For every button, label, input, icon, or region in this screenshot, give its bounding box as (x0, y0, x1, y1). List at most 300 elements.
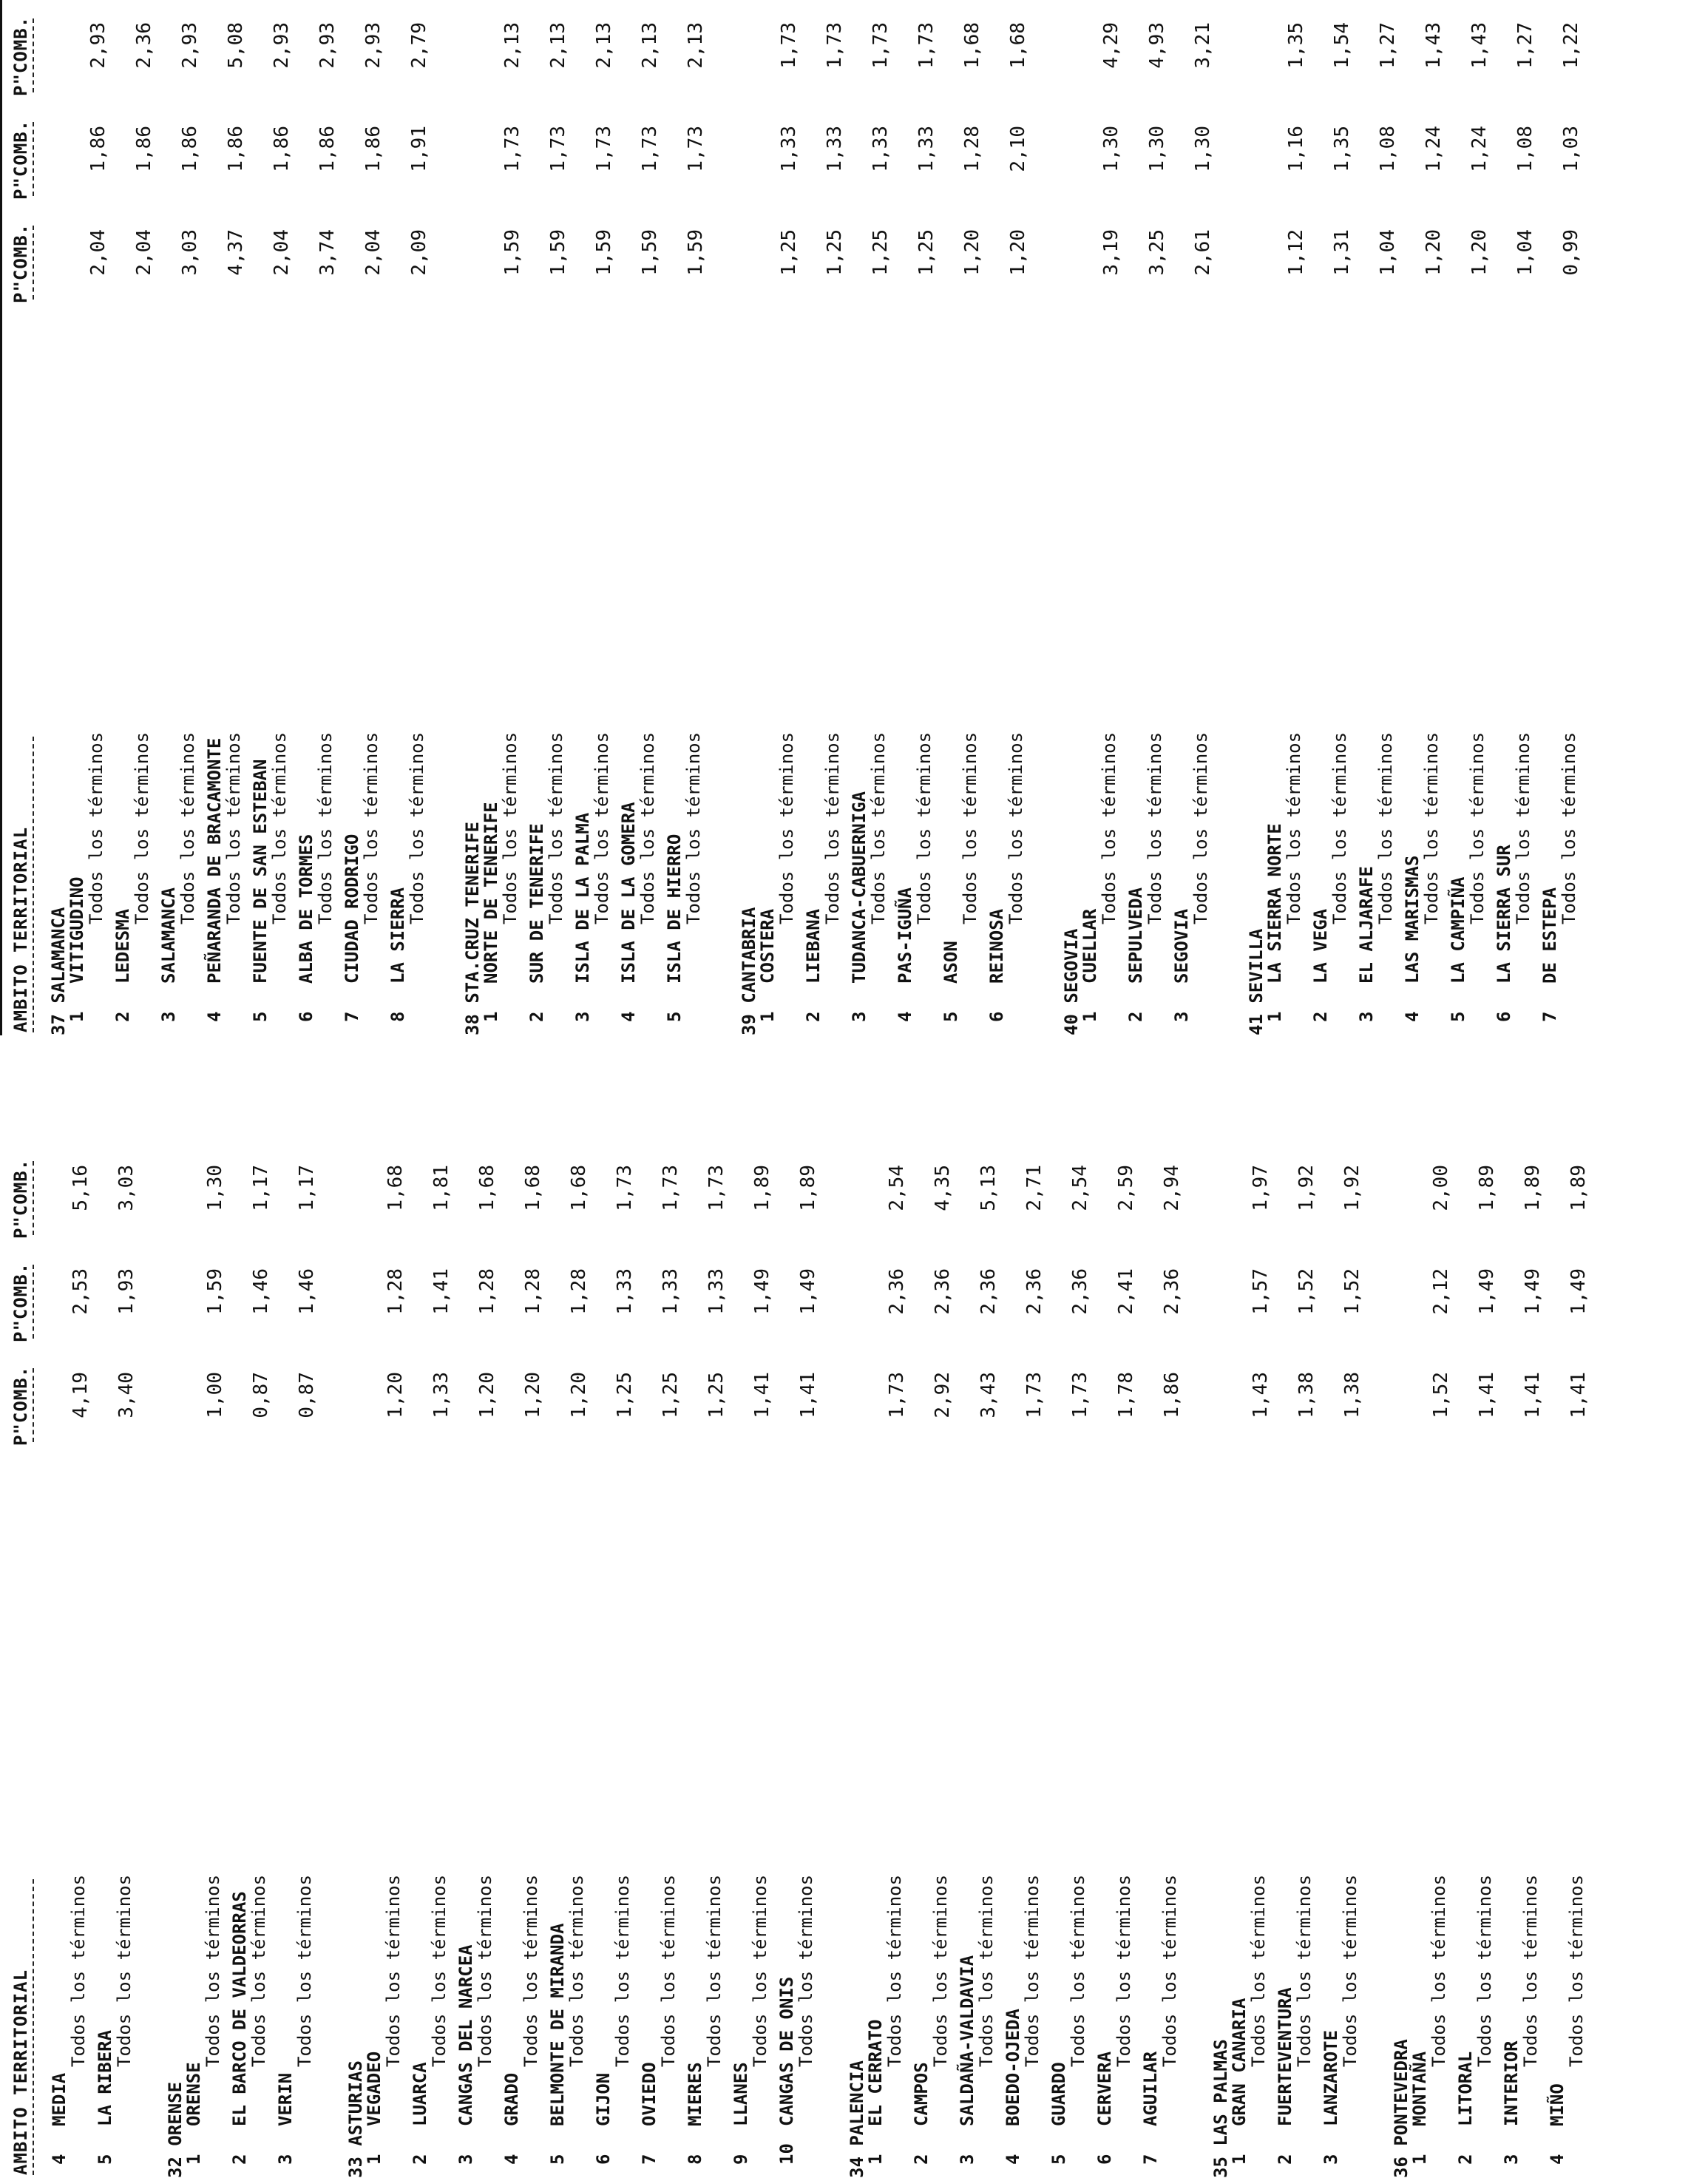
comarca-name: FUERTEVENTURA (1275, 1987, 1295, 2126)
comarca-number: 3 (275, 2154, 296, 2165)
comarca-name: EL ALJARAFE (1356, 866, 1377, 984)
comarca-name: MIERES (685, 2062, 705, 2126)
comarca-name: VEGADEO (364, 2051, 384, 2126)
comarca-name: PAS-IGUÑA (895, 887, 915, 984)
p-comb-value: 1,41 (1568, 1372, 1590, 1418)
table-row (526, 0, 568, 1035)
p-comb-value: 1,33 (870, 126, 892, 172)
p-comb-value: 1,73 (870, 22, 892, 69)
region-heading: 35 LAS PALMAS (1210, 2039, 1231, 2178)
p-comb-value: 1,04 (1514, 229, 1536, 276)
comarca-name: COSTERA (757, 908, 778, 984)
region-heading: 37 SALAMANCA (48, 907, 69, 1035)
p-comb-value: 1,49 (797, 1268, 819, 1315)
comarca-name: SALAMANCA (158, 887, 179, 984)
p-comb-value: 1,92 (1341, 1165, 1363, 1211)
p-comb-value: 1,03 (1560, 126, 1582, 172)
header-ambito: AMBITO TERRITORIAL (10, 1969, 31, 2175)
comarca-number: 1 (1409, 2154, 1430, 2165)
p-comb-value: 1,89 (751, 1165, 773, 1211)
comarca-number: 4 (618, 1011, 639, 1022)
p-comb-value: 1,20 (1007, 229, 1029, 276)
p-comb-value: 0,87 (250, 1372, 272, 1418)
p-comb-value: 2,10 (1007, 126, 1029, 172)
comarca-number: 5 (95, 2154, 115, 2165)
p-comb-value: 1,59 (593, 229, 615, 276)
p-comb-value: 1,17 (250, 1165, 272, 1211)
terms-label: Todos los términos (521, 1874, 541, 2067)
comarca-number: 3 (1501, 2154, 1522, 2165)
p-comb-value: 2,36 (1161, 1268, 1183, 1315)
p-comb-value: 1,73 (1069, 1372, 1091, 1418)
left-panel (0, 1143, 1708, 2178)
p-comb-value: 1,54 (1331, 22, 1353, 69)
table-row (986, 0, 1028, 1035)
p-comb-value: 1,25 (778, 229, 800, 276)
comarca-name: CERVERA (1094, 2051, 1115, 2126)
p-comb-value: 1,30 (1100, 126, 1122, 172)
p-comb-value: 1,59 (501, 229, 523, 276)
p-comb-value: 4,19 (70, 1372, 92, 1418)
p-comb-value: 1,46 (250, 1268, 272, 1315)
comarca-number: 1 (481, 1011, 501, 1022)
comarca-number: 1 (1080, 1011, 1100, 1022)
p-comb-value: 1,25 (660, 1372, 682, 1418)
p-comb-value: 1,73 (593, 126, 615, 172)
table-row (803, 0, 844, 1035)
p-comb-value: 3,19 (1100, 229, 1122, 276)
terms-label: Todos los términos (750, 1874, 770, 2067)
p-comb-value: 1,86 (271, 126, 293, 172)
p-comb-value: 1,08 (1377, 126, 1399, 172)
p-comb-value: 1,27 (1514, 22, 1536, 69)
comarca-name: EL BARCO DE VALDEORRAS (229, 1891, 250, 2126)
p-comb-value: 1,20 (1468, 229, 1491, 276)
header-divider (33, 1879, 34, 2175)
p-comb-value: 1,86 (316, 126, 339, 172)
comarca-number: 3 (455, 2154, 476, 2165)
comarca-number: 1 (67, 1011, 87, 1022)
terms-label: Todos los términos (361, 731, 382, 924)
terms-label: Todos los términos (407, 731, 427, 924)
p-comb-value: 1,52 (1295, 1268, 1318, 1315)
table-row (1080, 0, 1121, 1035)
p-comb-value: 1,25 (614, 1372, 636, 1418)
table-row (618, 0, 660, 1035)
p-comb-value: 5,13 (977, 1165, 1000, 1211)
comarca-name: BOEDO-OJEDA (1003, 2009, 1023, 2126)
p-comb-value: 1,41 (797, 1372, 819, 1418)
comarca-name: CAMPOS (911, 2062, 932, 2126)
p-comb-value: 2,13 (501, 22, 523, 69)
table-row (387, 0, 429, 1035)
terms-label: Todos los términos (1513, 731, 1534, 924)
comarca-name: LLANES (731, 2062, 751, 2126)
table-row (481, 0, 522, 1035)
p-comb-value: 2,93 (179, 22, 201, 69)
comarca-number: 2 (1310, 1011, 1331, 1022)
p-comb-value: 1,68 (476, 1165, 498, 1211)
terms-label: Todos los términos (429, 1874, 450, 2067)
p-comb-value: 1,46 (296, 1268, 318, 1315)
terms-label: Todos los términos (658, 1874, 679, 2067)
table-row (183, 1143, 225, 2178)
terms-label: Todos los términos (612, 1874, 633, 2067)
header-divider (33, 1265, 34, 1339)
table-row (250, 0, 291, 1035)
comarca-number: 1 (1229, 2154, 1250, 2165)
table-row (895, 0, 936, 1035)
terms-label: Todos los términos (546, 731, 566, 924)
region-heading: 40 SEGOVIA (1061, 928, 1082, 1035)
comarca-name: BELMONTE DE MIRANDA (547, 1923, 568, 2126)
comarca-number: 3 (572, 1011, 593, 1022)
table-row (342, 0, 383, 1035)
terms-label: Todos los términos (1022, 1874, 1043, 2067)
comarca-number: 7 (1140, 2154, 1161, 2165)
p-comb-value: 1,68 (961, 22, 983, 69)
comarca-number: 5 (1448, 1011, 1468, 1022)
p-comb-value: 2,09 (408, 229, 430, 276)
terms-label: Todos los términos (704, 1874, 725, 2067)
comarca-name: LA CAMPIÑA (1448, 876, 1468, 984)
table-row (1402, 0, 1443, 1035)
header-p1: P"COMB. (10, 223, 31, 303)
p-comb-value: 1,28 (522, 1268, 544, 1315)
p-comb-value: 3,03 (179, 229, 201, 276)
p-comb-value: 1,73 (1023, 1372, 1046, 1418)
comarca-name: SEPULVEDA (1125, 887, 1146, 984)
table-row (1264, 0, 1306, 1035)
table-row (731, 1143, 772, 2178)
p-comb-value: 2,36 (1069, 1268, 1091, 1315)
table-row (941, 0, 982, 1035)
p-comb-value: 1,92 (1295, 1165, 1318, 1211)
table-row (1455, 1143, 1497, 2178)
p-comb-value: 1,73 (660, 1165, 682, 1211)
comarca-number: 6 (1094, 2154, 1115, 2165)
p-comb-value: 1,35 (1285, 22, 1307, 69)
p-comb-value: 1,86 (179, 126, 201, 172)
comarca-number: 3 (849, 1011, 870, 1022)
terms-label: Todos los términos (68, 1874, 89, 2067)
p-comb-value: 1,86 (133, 126, 155, 172)
p-comb-value: 2,36 (977, 1268, 1000, 1315)
comarca-name: LITORAL (1455, 2051, 1476, 2126)
p-comb-value: 3,25 (1146, 229, 1168, 276)
p-comb-value: 4,93 (1146, 22, 1168, 69)
comarca-name: SALDAÑA-VALDAVIA (957, 1955, 977, 2126)
comarca-name: ISLA DE LA PALMA (572, 812, 593, 984)
header-p2: P"COMB. (10, 1262, 31, 1342)
comarca-name: VERIN (275, 2072, 296, 2126)
comarca-number: 3 (1321, 2154, 1341, 2165)
comarca-name: GRAN CANARIA (1229, 1998, 1250, 2126)
p-comb-value: 1,41 (1476, 1372, 1498, 1418)
p-comb-value: 1,20 (384, 1372, 407, 1418)
p-comb-value: 2,13 (547, 22, 569, 69)
comarca-number: 2 (229, 2154, 250, 2165)
p-comb-value: 1,93 (115, 1268, 138, 1315)
terms-label: Todos los términos (637, 731, 658, 924)
header-p3: P"COMB. (10, 16, 31, 96)
table-row (1494, 0, 1535, 1035)
table-row (757, 0, 799, 1035)
comarca-name: LANZAROTE (1321, 2029, 1341, 2126)
p-comb-value: 1,52 (1430, 1372, 1452, 1418)
p-comb-value: 2,71 (1023, 1165, 1046, 1211)
comarca-name: GRADO (501, 2072, 522, 2126)
p-comb-value: 1,73 (886, 1372, 908, 1418)
comarca-name: LEDESMA (112, 908, 133, 984)
comarca-number: 5 (664, 1011, 685, 1022)
p-comb-value: 2,13 (639, 22, 661, 69)
header-divider (33, 737, 34, 1032)
comarca-number: 6 (593, 2154, 614, 2165)
p-comb-value: 1,27 (1377, 22, 1399, 69)
table-row (1547, 1143, 1588, 2178)
terms-label: Todos los términos (248, 1874, 269, 2067)
p-comb-value: 1,25 (870, 229, 892, 276)
p-comb-value: 1,28 (476, 1268, 498, 1315)
p-comb-value: 2,54 (1069, 1165, 1091, 1211)
comarca-number: 7 (342, 1011, 362, 1022)
p-comb-value: 2,13 (685, 22, 707, 69)
p-comb-value: 1,00 (204, 1372, 226, 1418)
p-comb-value: 2,04 (133, 229, 155, 276)
p-comb-value: 1,43 (1250, 1372, 1272, 1418)
terms-label: Todos los términos (1145, 731, 1165, 924)
comarca-name: EL CERRATO (865, 2019, 886, 2126)
region-heading: 32 ORENSE (165, 2081, 186, 2178)
comarca-name: CIUDAD RODRIGO (342, 833, 362, 984)
terms-label: Todos los términos (592, 731, 612, 924)
terms-label: Todos los términos (294, 1874, 315, 2067)
p-comb-value: 1,20 (522, 1372, 544, 1418)
comarca-number: 3 (957, 2154, 977, 2165)
p-comb-value: 1,30 (1192, 126, 1214, 172)
p-comb-value: 1,33 (614, 1268, 636, 1315)
p-comb-value: 1,59 (685, 229, 707, 276)
comarca-name: SEGOVIA (1171, 908, 1192, 984)
comarca-name: LUARCA (410, 2062, 430, 2126)
p-comb-value: 1,38 (1295, 1372, 1318, 1418)
comarca-name: INTERIOR (1501, 2040, 1522, 2126)
p-comb-value: 1,12 (1285, 229, 1307, 276)
p-comb-value: 1,31 (1331, 229, 1353, 276)
table-row (572, 0, 614, 1035)
comarca-name: CANGAS DE ONIS (776, 1976, 797, 2126)
p-comb-value: 2,13 (593, 22, 615, 69)
p-comb-value: 1,89 (1568, 1165, 1590, 1211)
terms-label: Todos los términos (884, 1874, 905, 2067)
p-comb-value: 1,33 (660, 1268, 682, 1315)
terms-label: Todos los términos (1429, 1874, 1449, 2067)
table-row (664, 0, 705, 1035)
table-row (204, 0, 245, 1035)
terms-label: Todos los términos (269, 731, 290, 924)
comarca-number: 4 (1003, 2154, 1023, 2165)
header-divider (33, 1368, 34, 1442)
p-comb-value: 1,24 (1423, 126, 1445, 172)
terms-label: Todos los términos (383, 1874, 404, 2067)
p-comb-value: 1,89 (797, 1165, 819, 1211)
comarca-name: MEDIA (49, 2072, 70, 2126)
terms-label: Todos los términos (223, 731, 244, 924)
p-comb-value: 1,04 (1377, 229, 1399, 276)
p-comb-value: 1,30 (204, 1165, 226, 1211)
comarca-number: 5 (547, 2154, 568, 2165)
p-comb-value: 2,36 (133, 22, 155, 69)
table-row (67, 0, 108, 1035)
terms-label: Todos los términos (1421, 731, 1442, 924)
p-comb-value: 2,04 (362, 229, 384, 276)
table-row (865, 1143, 906, 2178)
comarca-number: 4 (1402, 1011, 1423, 1022)
p-comb-value: 1,73 (915, 22, 938, 69)
p-comb-value: 4,29 (1100, 22, 1122, 69)
p-comb-value: 1,89 (1476, 1165, 1498, 1211)
table-row (410, 1143, 451, 2178)
comarca-name: LA VEGA (1310, 908, 1331, 984)
terms-label: Todos los términos (475, 1874, 495, 2067)
comarca-name: LIEBANA (803, 908, 824, 984)
p-comb-value: 1,33 (824, 126, 846, 172)
comarca-name: ASON (941, 941, 961, 984)
p-comb-value: 1,28 (568, 1268, 590, 1315)
terms-label: Todos los términos (1559, 731, 1579, 924)
comarca-number: 2 (911, 2154, 932, 2165)
comarca-number: 6 (1494, 1011, 1514, 1022)
terms-label: Todos los términos (930, 1874, 951, 2067)
terms-label: Todos los términos (203, 1874, 223, 2067)
table-row (1539, 0, 1581, 1035)
comarca-number: 1 (183, 2154, 204, 2165)
comarca-number: 8 (387, 1011, 408, 1022)
terms-label: Todos los términos (868, 731, 889, 924)
p-comb-value: 1,86 (362, 126, 384, 172)
comarca-number: 2 (410, 2154, 430, 2165)
table-row (158, 0, 200, 1035)
comarca-number: 7 (639, 2154, 660, 2165)
comarca-number: 4 (895, 1011, 915, 1022)
terms-label: Todos los términos (683, 731, 704, 924)
p-comb-value: 1,43 (1468, 22, 1491, 69)
p-comb-value: 2,92 (932, 1372, 954, 1418)
p-comb-value: 1,73 (778, 22, 800, 69)
p-comb-value: 3,74 (316, 229, 339, 276)
p-comb-value: 1,17 (296, 1165, 318, 1211)
comarca-number: 2 (1125, 1011, 1146, 1022)
terms-label: Todos los términos (1159, 1874, 1180, 2067)
comarca-number: 5 (250, 1011, 271, 1022)
terms-label: Todos los términos (1099, 731, 1119, 924)
terms-label: Todos los términos (114, 1874, 135, 2067)
comarca-number: 2 (1455, 2154, 1476, 2165)
p-comb-value: 1,24 (1468, 126, 1491, 172)
terms-label: Todos los términos (132, 731, 152, 924)
p-comb-value: 1,86 (87, 126, 109, 172)
table-row (112, 0, 154, 1035)
table-row (229, 1143, 271, 2178)
table-row (501, 1143, 543, 2178)
p-comb-value: 1,33 (915, 126, 938, 172)
comarca-name: MIÑO (1547, 2083, 1568, 2126)
comarca-number: 1 (1264, 1011, 1285, 1022)
comarca-name: DE ESTEPA (1539, 887, 1560, 984)
p-comb-value: 1,20 (476, 1372, 498, 1418)
terms-label: Todos los términos (315, 731, 336, 924)
p-comb-value: 1,41 (751, 1372, 773, 1418)
top-rule (0, 0, 2, 1035)
table-row (1094, 1143, 1136, 2178)
terms-label: Todos los términos (1375, 731, 1396, 924)
terms-label: Todos los términos (1284, 731, 1304, 924)
terms-label: Todos los términos (500, 731, 521, 924)
p-comb-value: 1,20 (568, 1372, 590, 1418)
p-comb-value: 5,08 (225, 22, 247, 69)
comarca-number: 2 (112, 1011, 133, 1022)
terms-label: Todos los términos (1248, 1874, 1269, 2067)
comarca-name: GUARDO (1048, 2062, 1069, 2126)
comarca-name: CUELLAR (1080, 908, 1100, 984)
terms-label: Todos los términos (177, 731, 198, 924)
table-row (1125, 0, 1167, 1035)
region-heading: 38 STA.CRUZ TENERIFE (462, 822, 483, 1035)
comarca-name: AGUILAR (1140, 2051, 1161, 2126)
p-comb-value: 1,73 (639, 126, 661, 172)
p-comb-value: 2,36 (932, 1268, 954, 1315)
p-comb-value: 1,49 (1568, 1268, 1590, 1315)
p-comb-value: 1,97 (1250, 1165, 1272, 1211)
comarca-number: 3 (1171, 1011, 1192, 1022)
p-comb-value: 1,38 (1341, 1372, 1363, 1418)
right-panel (0, 0, 1708, 1035)
p-comb-value: 1,73 (614, 1165, 636, 1211)
comarca-name: TUDANCA-CABUERNIGA (849, 791, 870, 984)
p-comb-value: 4,37 (225, 229, 247, 276)
p-comb-value: 1,89 (1522, 1165, 1544, 1211)
p-comb-value: 2,12 (1430, 1268, 1452, 1315)
comarca-name: LA SIERRA (387, 887, 408, 984)
comarca-number: 3 (158, 1011, 179, 1022)
terms-label: Todos los términos (822, 731, 843, 924)
p-comb-value: 1,68 (522, 1165, 544, 1211)
comarca-name: LAS MARISMAS (1402, 855, 1423, 984)
table-row (1356, 0, 1397, 1035)
region-heading: 39 CANTABRIA (739, 907, 759, 1035)
table-row (776, 1143, 818, 2178)
p-comb-value: 1,28 (961, 126, 983, 172)
terms-label: Todos los términos (1114, 1874, 1134, 2067)
terms-label: Todos los términos (86, 731, 106, 924)
p-comb-value: 2,36 (1023, 1268, 1046, 1315)
comarca-number: 1 (757, 1011, 778, 1022)
region-heading: 41 SEVILLA (1246, 928, 1267, 1035)
p-comb-value: 1,78 (1115, 1372, 1137, 1418)
comarca-name: LA SIERRA SUR (1494, 845, 1514, 984)
header-p1: P"COMB. (10, 1365, 31, 1446)
header-divider (33, 226, 34, 300)
p-comb-value: 2,00 (1430, 1165, 1452, 1211)
comarca-number: 6 (986, 1011, 1007, 1022)
terms-label: Todos los términos (1566, 1874, 1587, 2067)
comarca-name: SUR DE TENERIFE (526, 823, 547, 984)
p-comb-value: 2,04 (271, 229, 293, 276)
p-comb-value: 1,68 (384, 1165, 407, 1211)
comarca-name: ORENSE (183, 2062, 204, 2126)
region-heading: 34 PALENCIA (847, 2060, 867, 2178)
